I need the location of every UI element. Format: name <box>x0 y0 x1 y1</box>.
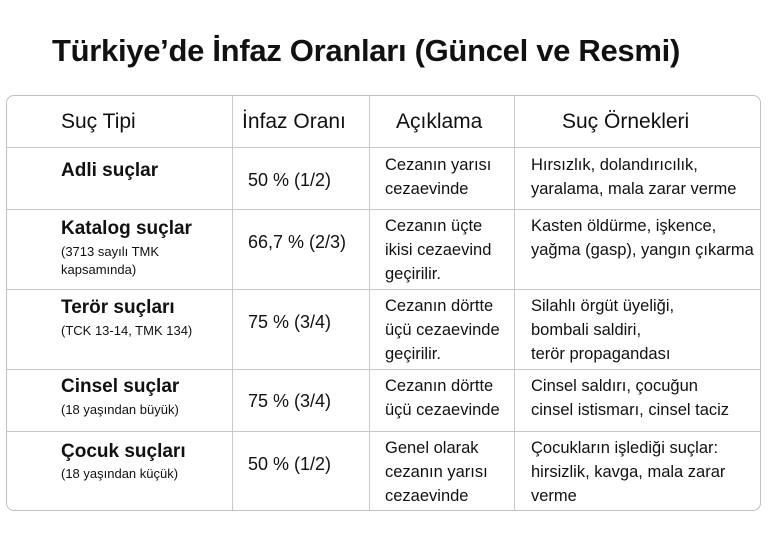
description: Cezanın üçte ikisi cezaevind geçirilir. <box>385 217 492 283</box>
description: Genel olarak cezanın yarısı cezaevinde <box>385 439 488 505</box>
header-crime-type: Suç Tipi <box>61 110 136 133</box>
row-divider <box>7 147 760 148</box>
crime-examples: Kasten öldürme, işkence, yağma (gasp), yangın çıkarma <box>531 217 754 259</box>
description: Cezanın yarısı cezaevinde <box>385 156 492 198</box>
crime-type-note: (3713 sayılı TMK kapsamında) <box>61 244 160 277</box>
column-divider <box>369 96 370 510</box>
column-divider <box>232 96 233 510</box>
header-crime-examples: Suç Örnekleri <box>562 110 690 133</box>
crime-type: Adli suçlar <box>61 160 159 181</box>
description: Cezanın dörtte üçü cezaevinde <box>385 377 500 419</box>
crime-type: Çocuk suçları <box>61 441 186 462</box>
enforcement-rate: 66,7 % (2/3) <box>248 232 347 252</box>
crime-examples: Çocukların işlediği suçlar: hirsizlik, kavga, mala zarar verme <box>531 439 726 505</box>
column-divider <box>514 96 515 510</box>
crime-type: Terör suçları <box>61 297 175 318</box>
enforcement-rate: 75 % (3/4) <box>248 312 332 332</box>
crime-type-note: (TCK 13-14, TMK 134) <box>61 323 193 338</box>
row-divider <box>7 431 760 432</box>
description: Cezanın dörtte üçü cezaevinde geçirilir. <box>385 297 500 363</box>
crime-type-note: (18 yaşından büyük) <box>61 402 179 417</box>
header-enforcement-rate: İnfaz Oranı <box>242 110 346 133</box>
header-description: Açıklama <box>396 110 483 133</box>
row-divider <box>7 369 760 370</box>
enforcement-rate: 50 % (1/2) <box>248 170 332 190</box>
crime-examples: Silahlı örgüt üyeliği, bombali saldiri, terör propagandası <box>531 297 675 363</box>
crime-type: Cinsel suçlar <box>61 376 180 397</box>
enforcement-rate: 50 % (1/2) <box>248 454 332 474</box>
row-divider <box>7 209 760 210</box>
enforcement-rate: 75 % (3/4) <box>248 391 332 411</box>
crime-examples: Hırsızlık, dolandırıcılık, yaralama, mala zarar verme <box>531 156 737 198</box>
crime-type-note: (18 yaşından küçük) <box>61 466 179 481</box>
enforcement-rates-table <box>6 95 761 511</box>
crime-type: Katalog suçlar <box>61 218 192 239</box>
page-title: Türkiye’de İnfaz Oranları (Güncel ve Resmi) <box>52 33 680 68</box>
crime-examples: Cinsel saldırı, çocuğun cinsel istismarı, cinsel taciz <box>531 377 730 419</box>
row-divider <box>7 289 760 290</box>
